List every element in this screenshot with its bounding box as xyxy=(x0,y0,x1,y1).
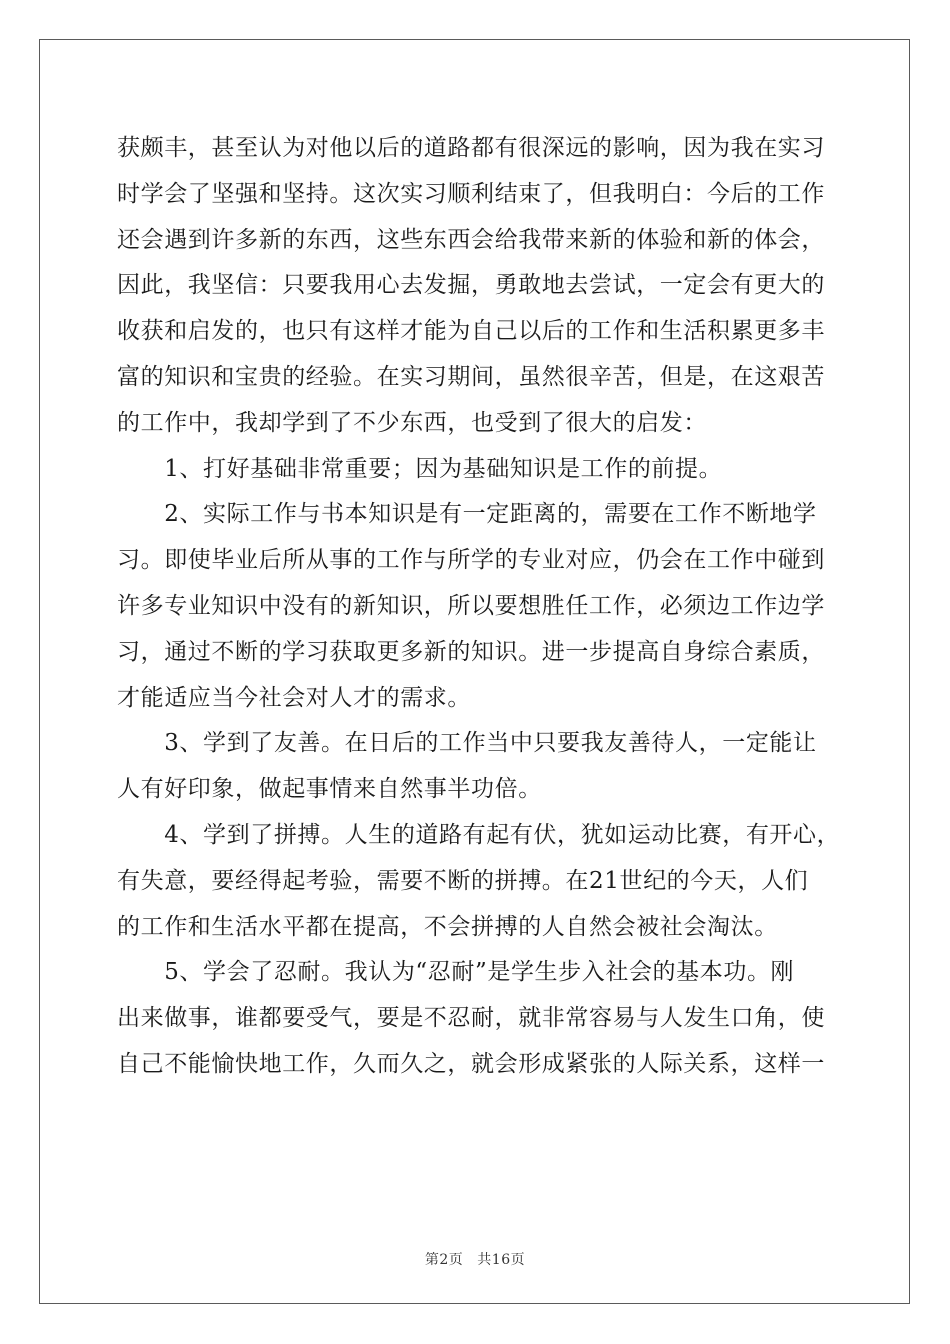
page-footer xyxy=(0,1249,950,1269)
document-body xyxy=(117,126,841,1088)
text-line: 2、实际工作与书本知识是有一定距离的，需要在工作不断地学 xyxy=(117,501,817,528)
text-line: 出来做事，谁都要受气，要是不忍耐，就非常容易与人发生口角，使 xyxy=(117,1005,825,1032)
text-line: 1、打好基础非常重要；因为基础知识是工作的前提。 xyxy=(117,455,723,482)
text-line: 收获和启发的，也只有这样才能为自己以后的工作和生活积累更多丰 xyxy=(117,318,825,345)
text-line: 人有好印象，做起事情来自然事半功倍。 xyxy=(117,776,542,803)
text-line: 许多专业知识中没有的新知识，所以要想胜任工作，必须边工作边学 xyxy=(117,592,825,619)
text-line: 4、学到了拼搏。人生的道路有起有伏，犹如运动比赛，有开心， xyxy=(117,821,841,848)
text-line: 获颇丰，甚至认为对他以后的道路都有很深远的影响，因为我在实习 xyxy=(117,135,825,161)
text-block xyxy=(117,126,841,1088)
text-line: 时学会了坚强和坚持。这次实习顺利结束了，但我明白：今后的工作 xyxy=(117,180,825,207)
page-total: 共16页 xyxy=(477,1252,526,1268)
text-line: 才能适应当今社会对人才的需求。 xyxy=(117,684,471,711)
text-line: 因此，我坚信：只要我用心去发掘，勇敢地去尝试，一定会有更大的 xyxy=(117,272,825,299)
text-line: 3、学到了友善。在日后的工作当中只要我友善待人，一定能让 xyxy=(117,730,817,757)
text-line: 有失意，要经得起考验，需要不断的拼搏。在21世纪的今天，人们 xyxy=(117,867,809,894)
text-line: 习。即使毕业后所从事的工作与所学的专业对应，仍会在工作中碰到 xyxy=(117,547,825,574)
text-line: 还会遇到许多新的东西，这些东西会给我带来新的体验和新的体会， xyxy=(117,226,825,253)
text-line: 5、学会了忍耐。我认为“忍耐”是学生步入社会的基本功。刚 xyxy=(117,959,795,986)
text-line: 富的知识和宝贵的经验。在实习期间，虽然很辛苦，但是，在这艰苦 xyxy=(117,363,825,390)
page-number: 第2页 xyxy=(424,1252,464,1268)
text-line: 自己不能愉快地工作，久而久之，就会形成紧张的人际关系，这样一 xyxy=(117,1050,825,1077)
text-line: 的工作中，我却学到了不少东西，也受到了很大的启发： xyxy=(117,409,707,436)
text-line: 的工作和生活水平都在提高，不会拼搏的人自然会被社会淘汰。 xyxy=(117,913,778,940)
text-line: 习，通过不断的学习获取更多新的知识。进一步提高自身综合素质， xyxy=(117,638,825,665)
